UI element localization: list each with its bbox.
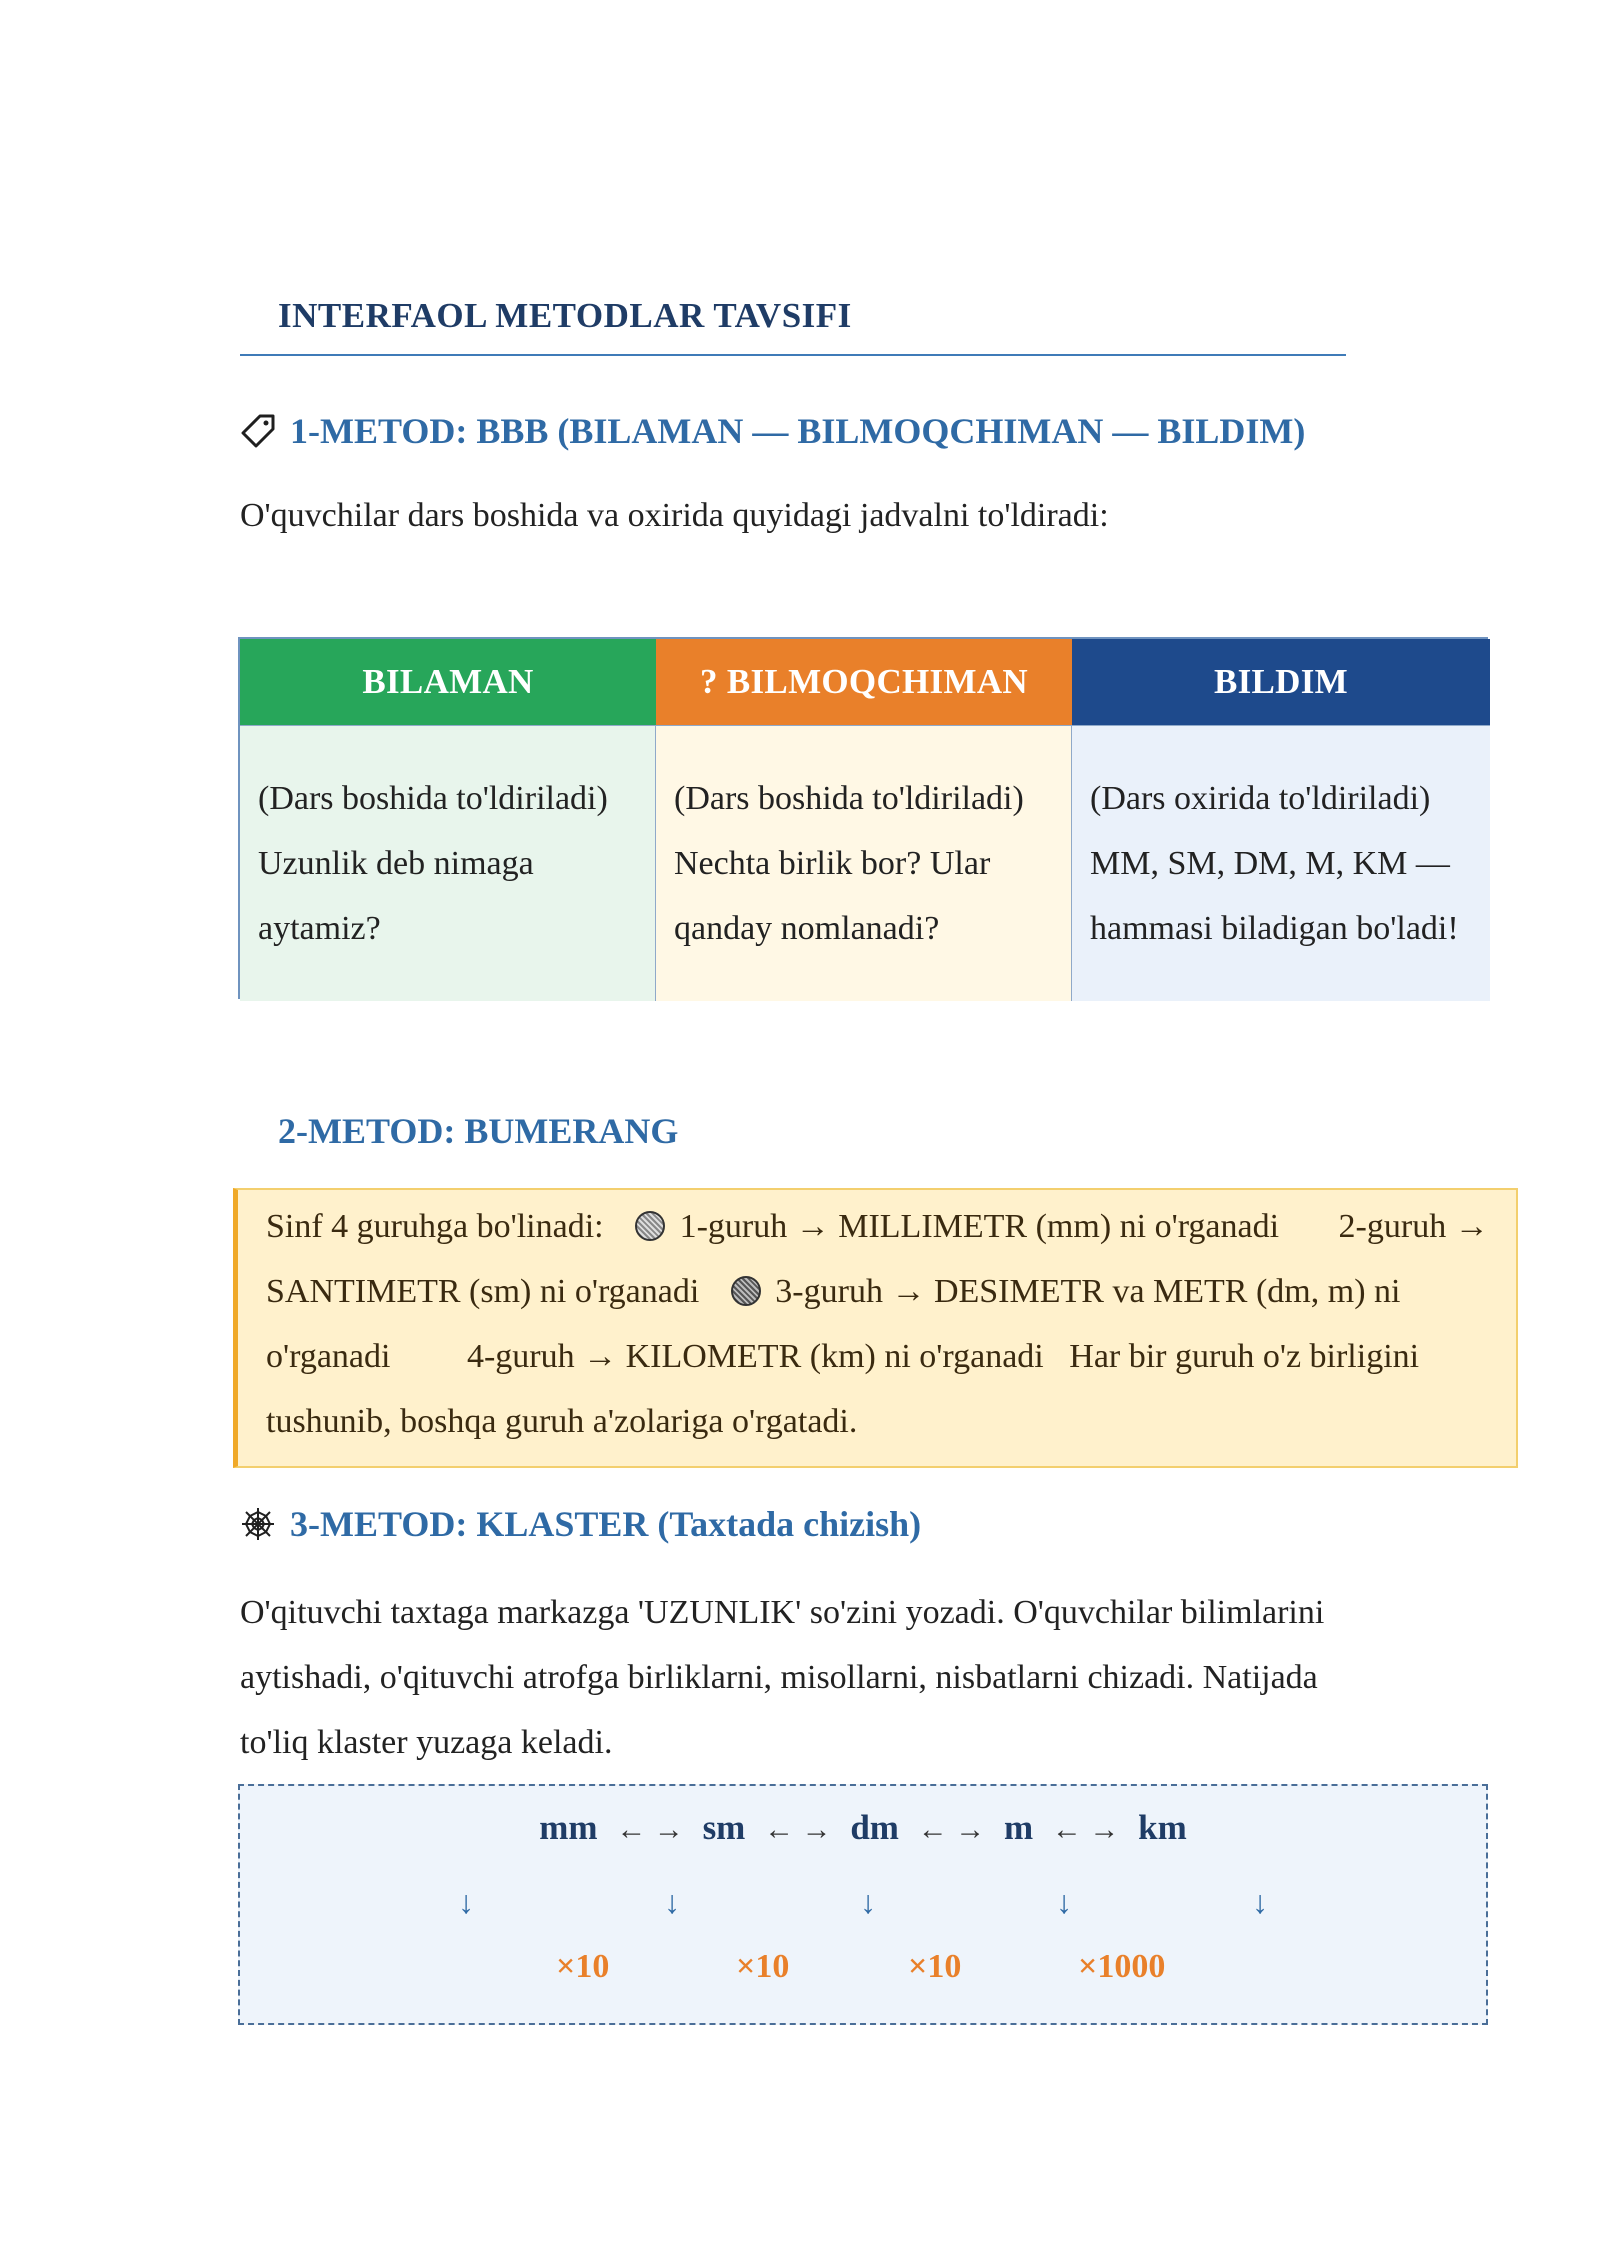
group3-dot-icon [731, 1276, 761, 1306]
page-title: INTERFAOL METODLAR TAVSIFI [278, 296, 852, 335]
down-arrow-icon: ↓ [1252, 1884, 1268, 1920]
link-arrow: ← → [917, 1813, 986, 1846]
table-cell-bilmoqchiman [656, 725, 1072, 1001]
table-cell-bilaman [240, 725, 656, 1001]
multiplier-label: ×1000 [1078, 1948, 1166, 1985]
link-arrow: ← → [1051, 1813, 1120, 1846]
title-divider [240, 354, 1346, 356]
multiplier-label: ×10 [908, 1948, 962, 1985]
cell-text: (Dars boshida to'ldiriladi) Uzunlik deb nimaga aytamiz? [258, 780, 608, 947]
cell-text: (Dars boshida to'ldiriladi) Nechta birlik bor? Ular qanday nomlanadi? [674, 780, 1024, 947]
method1-heading [240, 410, 1305, 452]
table-header-bilaman: BILAMAN [240, 639, 656, 725]
method2-heading: 2-METOD: BUMERANG [278, 1111, 679, 1151]
down-arrow-icon: ↓ [458, 1884, 474, 1920]
bumerang-closing: Har bir guruh o'z birligini tushunib, boshqa guruh a'zolariga o'rgatadi. [266, 1338, 1420, 1440]
method1-intro: O'quvchilar dars boshida va oxirida quyidagi jadvalni to'ldiradi: [240, 497, 1109, 534]
link-arrow: ← → [616, 1813, 684, 1846]
link-arrow: ← → [764, 1813, 832, 1846]
klaster-box [238, 1784, 1488, 2025]
method3-heading-text: 3-METOD: KLASTER (Taxtada chizish) [290, 1504, 922, 1544]
unit-sm: sm [702, 1808, 746, 1847]
multiplier-label: ×10 [736, 1948, 790, 1985]
bumerang-box [233, 1188, 1518, 1468]
unit-mm: mm [539, 1808, 598, 1847]
bumerang-group2: 2-guruh → SANTIMETR (sm) ni o'rganadi [266, 1208, 1489, 1310]
method3-heading [240, 1503, 921, 1545]
bumerang-group4: 4-guruh → KILOMETR (km) ni o'rganadi [466, 1338, 1044, 1375]
bbb-table [238, 637, 1488, 999]
unit-dm: dm [850, 1808, 899, 1847]
method1-heading-text: 1-METOD: BBB (BILAMAN — BILMOQCHIMAN — BILDIM) [290, 411, 1306, 451]
multiplier-label: ×10 [556, 1948, 610, 1985]
tag-icon [240, 413, 278, 449]
table-cell-bildim [1072, 725, 1490, 1001]
unit-km: km [1138, 1808, 1187, 1847]
cell-text: (Dars oxirida to'ldiriladi) MM, SM, DM, M, KM — hammasi biladigan bo'ladi! [1090, 780, 1459, 947]
method3-text: O'qituvchi taxtaga markazga 'UZUNLIK' so'zini yozadi. O'quvchilar bilimlarini aytishadi, o'qituvchi atrofga birliklarni, misollarni, nisbatlarni chizadi. Natijada to'liq klaster yuzaga keladi. [240, 1594, 1325, 1761]
table-header-bildim: BILDIM [1072, 639, 1490, 725]
table-header-bilmoqchiman: ? BILMOQCHIMAN [656, 639, 1072, 725]
unit-m: m [1003, 1808, 1034, 1847]
bumerang-lead: Sinf 4 guruhga bo'linadi: [266, 1208, 604, 1245]
group1-dot-icon [635, 1211, 665, 1241]
unit-chain [240, 1808, 1486, 1848]
web-icon [240, 1506, 278, 1542]
down-arrow-icon: ↓ [664, 1884, 680, 1920]
down-arrow-icon: ↓ [1056, 1884, 1072, 1920]
down-arrow-icon: ↓ [860, 1884, 876, 1920]
bumerang-group1: 1-guruh → MILLIMETR (mm) ni o'rganadi [679, 1208, 1280, 1245]
bumerang-group3: 3-guruh → DESIMETR va METR (dm, m) ni o'rganadi [266, 1273, 1401, 1375]
